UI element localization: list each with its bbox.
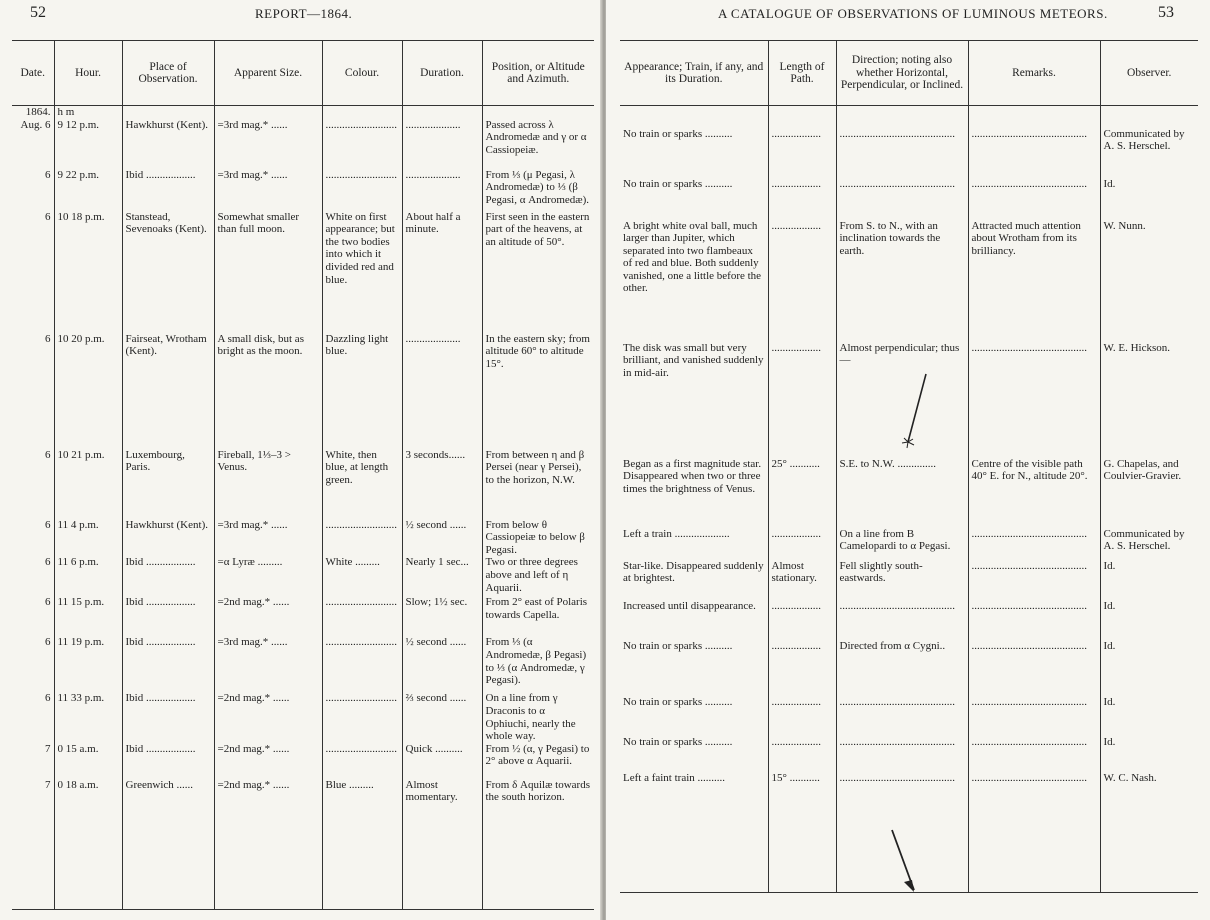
col-position-header: Position, or Altitude and Azimuth. bbox=[482, 41, 594, 106]
hour-cell: 11 15 p.m. bbox=[54, 596, 122, 636]
table-row bbox=[620, 560, 1198, 600]
table-row bbox=[12, 636, 594, 692]
col-observer-header: Observer. bbox=[1100, 41, 1198, 106]
col-direction-header: Direction; noting also whether Horizontal, Perpendicular, or Inclined. bbox=[836, 41, 968, 106]
empty-cell bbox=[402, 106, 482, 119]
remarks-cell: .......................................... bbox=[968, 342, 1100, 458]
direction-cell: S.E. to N.W. .............. bbox=[836, 458, 968, 528]
filler-row bbox=[12, 869, 594, 909]
empty-cell bbox=[54, 869, 122, 909]
length-cell: .................. bbox=[768, 696, 836, 736]
hour-cell: 11 4 p.m. bbox=[54, 519, 122, 557]
right-meteor-table bbox=[620, 41, 1198, 892]
left-running-head: REPORT—1864. bbox=[255, 6, 353, 21]
remarks-cell: .......................................... bbox=[968, 772, 1100, 862]
remarks-cell: .......................................... bbox=[968, 696, 1100, 736]
colour-cell: .......................... bbox=[322, 169, 402, 211]
duration-cell: ⅔ second ...... bbox=[402, 692, 482, 742]
appearance-cell: No train or sparks .......... bbox=[620, 128, 768, 178]
colour-cell: White on first appearance; but the two bodies into which it divided red and blue. bbox=[322, 211, 402, 333]
direction-cell: .......................................... bbox=[836, 736, 968, 772]
col-length-header: Length of Path. bbox=[768, 41, 836, 106]
appearance-cell: Star-like. Disappeared suddenly at brightest. bbox=[620, 560, 768, 600]
observer-cell: Id. bbox=[1103, 639, 1116, 652]
hour-cell: 11 6 p.m. bbox=[54, 556, 122, 596]
observer-cell: W. E. Hickson. bbox=[1103, 341, 1171, 354]
appearance-cell: Increased until disappearance. bbox=[620, 600, 768, 640]
position-cell: Passed across λ Andromedæ and γ or α Cassiopeiæ. bbox=[485, 118, 587, 156]
appearance-cell: Left a train .................... bbox=[620, 528, 768, 560]
empty-cell bbox=[1100, 106, 1198, 128]
length-cell: .................. bbox=[768, 342, 836, 458]
empty-cell bbox=[122, 869, 214, 909]
size-cell: =3rd mag.* ...... bbox=[214, 169, 322, 211]
date-cell: 6 bbox=[12, 519, 54, 557]
position-cell: From below θ Cassiopeiæ to below β Pegasi. bbox=[485, 518, 585, 556]
appearance-cell: No train or sparks .......... bbox=[620, 640, 768, 696]
empty-cell bbox=[836, 106, 968, 128]
empty-cell bbox=[620, 862, 768, 892]
position-cell: From δ Aquilæ towards the south horizon. bbox=[485, 778, 590, 804]
empty-cell bbox=[322, 869, 402, 909]
direction-cell: .......................................... bbox=[836, 696, 968, 736]
hour-cell: 11 33 p.m. bbox=[54, 692, 122, 742]
empty-cell bbox=[768, 106, 836, 128]
place-cell: Greenwich ...... bbox=[122, 779, 214, 869]
direction-cell: .......................................... bbox=[836, 178, 968, 220]
length-cell: .................. bbox=[768, 736, 836, 772]
size-cell: =3rd mag.* ...... bbox=[214, 519, 322, 557]
length-cell: .................. bbox=[768, 220, 836, 342]
left-table-frame bbox=[12, 40, 594, 910]
place-cell: Hawkhurst (Kent). bbox=[122, 119, 214, 169]
col-duration-header: Duration. bbox=[402, 41, 482, 106]
empty-cell bbox=[482, 869, 594, 909]
place-cell: Hawkhurst (Kent). bbox=[122, 519, 214, 557]
colour-cell: .......................... bbox=[322, 692, 402, 742]
duration-cell: Slow; 1½ sec. bbox=[402, 596, 482, 636]
col-date-header: Date. bbox=[12, 41, 54, 106]
date-cell: 6 bbox=[12, 333, 54, 449]
size-cell: Fireball, 1⅓–3 > Venus. bbox=[214, 449, 322, 519]
duration-cell: ½ second ...... bbox=[402, 519, 482, 557]
place-cell: Ibid .................. bbox=[122, 743, 214, 779]
table-row bbox=[620, 220, 1198, 342]
observer-cell: Communicated by A. S. Herschel. bbox=[1103, 527, 1185, 553]
col-size-header: Apparent Size. bbox=[214, 41, 322, 106]
empty-cell bbox=[322, 106, 402, 119]
duration-cell: Nearly 1 sec... bbox=[402, 556, 482, 596]
length-cell: .................. bbox=[768, 528, 836, 560]
table-row bbox=[12, 779, 594, 869]
remarks-cell: .......................................... bbox=[968, 528, 1100, 560]
table-row bbox=[620, 128, 1198, 178]
date-cell: 6 bbox=[12, 692, 54, 742]
remarks-cell: .......................................... bbox=[968, 178, 1100, 220]
hour-cell: 0 18 a.m. bbox=[54, 779, 122, 869]
table-row bbox=[620, 696, 1198, 736]
table-row bbox=[12, 211, 594, 333]
length-cell: Almost stationary. bbox=[768, 560, 836, 600]
table-row bbox=[12, 556, 594, 596]
place-cell: Ibid .................. bbox=[122, 692, 214, 742]
empty-cell bbox=[768, 862, 836, 892]
duration-cell: .................... bbox=[402, 119, 482, 169]
top-spacer-row bbox=[620, 106, 1198, 128]
size-cell: =2nd mag.* ...... bbox=[214, 692, 322, 742]
table-row bbox=[12, 519, 594, 557]
table-row bbox=[12, 449, 594, 519]
hour-cell: 0 15 a.m. bbox=[54, 743, 122, 779]
empty-cell bbox=[214, 106, 322, 119]
size-cell: =2nd mag.* ...... bbox=[214, 779, 322, 869]
place-cell: Ibid .................. bbox=[122, 556, 214, 596]
hour-cell: 10 18 p.m. bbox=[54, 211, 122, 333]
observer-cell: G. Chapelas, and Coulvier-Gravier. bbox=[1103, 457, 1182, 483]
appearance-cell: Left a faint train .......... bbox=[620, 772, 768, 862]
direction-cell: From S. to N., with an inclination towards the earth. bbox=[836, 220, 968, 342]
size-cell: Somewhat smaller than full moon. bbox=[214, 211, 322, 333]
observer-cell: Id. bbox=[1103, 599, 1116, 612]
hour-cell: 9 12 p.m. bbox=[54, 119, 122, 169]
observer-cell: Id. bbox=[1103, 695, 1116, 708]
length-cell: .................. bbox=[768, 640, 836, 696]
remarks-cell: .......................................... bbox=[968, 736, 1100, 772]
observer-cell: W. Nunn. bbox=[1103, 219, 1146, 232]
remarks-cell: Centre of the visible path 40° E. for N., altitude 20°. bbox=[968, 458, 1100, 528]
place-cell: Ibid .................. bbox=[122, 636, 214, 692]
length-cell: .................. bbox=[768, 600, 836, 640]
col-place-header: Place of Observation. bbox=[122, 41, 214, 106]
direction-cell: .......................................... bbox=[836, 600, 968, 640]
hour-cell: 10 21 p.m. bbox=[54, 449, 122, 519]
empty-cell bbox=[620, 106, 768, 128]
empty-cell bbox=[122, 106, 214, 119]
position-cell: From ½ (α, γ Pegasi) to 2° above α Aquarii. bbox=[485, 742, 590, 768]
size-cell: A small disk, but as bright as the moon. bbox=[214, 333, 322, 449]
appearance-cell: A bright white oval ball, much larger than Jupiter, which separated into two flambeaux of red and blue. Both suddenly vanished, one a little before the other. bbox=[620, 220, 768, 342]
duration-cell: .................... bbox=[402, 169, 482, 211]
length-cell: 15° ........... bbox=[768, 772, 836, 862]
date-cell: 6 bbox=[12, 211, 54, 333]
length-cell: 25° ........... bbox=[768, 458, 836, 528]
position-cell: From ⅓ (α Andromedæ, β Pegasi) to ⅓ (α Andromedæ, γ Pegasi). bbox=[485, 636, 587, 687]
size-cell: =3rd mag.* ...... bbox=[214, 636, 322, 692]
size-cell: =3rd mag.* ...... bbox=[214, 119, 322, 169]
duration-cell: Quick .......... bbox=[402, 743, 482, 779]
table-row bbox=[620, 736, 1198, 772]
observer-cell: W. C. Nash. bbox=[1103, 771, 1157, 784]
appearance-cell: The disk was small but very brilliant, and vanished suddenly in mid-air. bbox=[620, 342, 768, 458]
empty-cell bbox=[214, 869, 322, 909]
empty-cell bbox=[1100, 862, 1198, 892]
table-row bbox=[620, 178, 1198, 220]
place-cell: Fairseat, Wrotham (Kent). bbox=[122, 333, 214, 449]
right-page bbox=[606, 0, 1210, 920]
position-cell: From between η and β Persei (near γ Persei), to the horizon, N.W. bbox=[485, 448, 585, 486]
position-cell: On a line from γ Draconis to α Ophiuchi, nearly the whole way. bbox=[485, 692, 576, 743]
date-cell: 6 bbox=[12, 449, 54, 519]
remarks-cell: Attracted much attention about Wrotham from its brilliancy. bbox=[968, 220, 1100, 342]
direction-cell: .......................................... bbox=[836, 772, 968, 862]
position-cell: First seen in the eastern part of the heavens, at an altitude of 50°. bbox=[485, 210, 590, 248]
size-cell: =2nd mag.* ...... bbox=[214, 743, 322, 779]
right-header-row bbox=[620, 41, 1198, 106]
table-row bbox=[12, 692, 594, 742]
right-running-head: A CATALOGUE OF OBSERVATIONS OF LUMINOUS METEORS. bbox=[718, 6, 1108, 21]
observer-cell: Id. bbox=[1103, 735, 1116, 748]
right-table-frame bbox=[620, 40, 1198, 893]
south-arrow-sketch bbox=[884, 826, 924, 898]
duration-cell: Almost momentary. bbox=[402, 779, 482, 869]
empty-cell bbox=[482, 106, 594, 119]
date-cell: 6 bbox=[12, 169, 54, 211]
appearance-cell: Began as a first magnitude star. Disappeared when two or three times the brightness of Venus. bbox=[620, 458, 768, 528]
date-cell: 6 bbox=[12, 596, 54, 636]
colour-cell: .......................... bbox=[322, 119, 402, 169]
hour-cell: 9 22 p.m. bbox=[54, 169, 122, 211]
remarks-cell: .......................................... bbox=[968, 128, 1100, 178]
date-cell: Aug. 6 bbox=[12, 119, 54, 169]
observer-cell: Communicated by A. S. Herschel. bbox=[1103, 127, 1185, 153]
observer-cell: Id. bbox=[1103, 177, 1116, 190]
place-cell: Ibid .................. bbox=[122, 169, 214, 211]
length-cell: .................. bbox=[768, 178, 836, 220]
direction-cell: Fell slightly south-eastwards. bbox=[836, 560, 968, 600]
col-appearance-header: Appearance; Train, if any, and its Duration. bbox=[620, 41, 768, 106]
duration-cell: ½ second ...... bbox=[402, 636, 482, 692]
colour-cell: .......................... bbox=[322, 636, 402, 692]
colour-cell: .......................... bbox=[322, 519, 402, 557]
position-cell: Two or three degrees above and left of η Aquarii. bbox=[485, 556, 578, 594]
place-cell: Stanstead, Sevenoaks (Kent). bbox=[122, 211, 214, 333]
duration-cell: About half a minute. bbox=[402, 211, 482, 333]
table-row bbox=[12, 169, 594, 211]
direction-cell: Directed from α Cygni.. bbox=[836, 640, 968, 696]
appearance-cell: No train or sparks .......... bbox=[620, 736, 768, 772]
observer-cell: Id. bbox=[1103, 559, 1116, 572]
col-remarks-header: Remarks. bbox=[968, 41, 1100, 106]
col-colour-header: Colour. bbox=[322, 41, 402, 106]
direction-cell: .......................................... bbox=[836, 128, 968, 178]
remarks-cell: .......................................... bbox=[968, 600, 1100, 640]
colour-cell: White ......... bbox=[322, 556, 402, 596]
date-cell: 6 bbox=[12, 636, 54, 692]
year-label: 1864. bbox=[12, 106, 54, 119]
empty-cell bbox=[402, 869, 482, 909]
col-hour-header: Hour. bbox=[54, 41, 122, 106]
right-table-body bbox=[620, 106, 1198, 892]
hour-cell: 11 19 p.m. bbox=[54, 636, 122, 692]
duration-cell: 3 seconds...... bbox=[402, 449, 482, 519]
length-cell: .................. bbox=[768, 128, 836, 178]
left-meteor-table bbox=[12, 41, 594, 909]
colour-cell: Blue ......... bbox=[322, 779, 402, 869]
table-row bbox=[12, 333, 594, 449]
table-row bbox=[12, 596, 594, 636]
colour-cell: Dazzling light blue. bbox=[322, 333, 402, 449]
table-row bbox=[620, 458, 1198, 528]
date-cell: 7 bbox=[12, 743, 54, 779]
empty-cell bbox=[12, 869, 54, 909]
left-header-row bbox=[12, 41, 594, 106]
direction-cell: Almost perpendicular; thus— bbox=[836, 342, 968, 458]
appearance-cell: No train or sparks .......... bbox=[620, 696, 768, 736]
remarks-cell: .......................................... bbox=[968, 640, 1100, 696]
hour-units-label: h m bbox=[54, 106, 122, 119]
position-cell: In the eastern sky; from altitude 60° to altitude 15°. bbox=[485, 332, 590, 370]
table-row bbox=[12, 119, 594, 169]
colour-cell: .......................... bbox=[322, 596, 402, 636]
table-row bbox=[12, 743, 594, 779]
perpendicular-arrow-sketch bbox=[896, 370, 936, 452]
table-row bbox=[620, 528, 1198, 560]
date-cell: 7 bbox=[12, 779, 54, 869]
table-row bbox=[620, 600, 1198, 640]
position-cell: From 2° east of Polaris towards Capella. bbox=[485, 596, 588, 621]
place-cell: Luxembourg, Paris. bbox=[122, 449, 214, 519]
table-row bbox=[620, 640, 1198, 696]
left-page-number: 52 bbox=[30, 4, 46, 21]
colour-cell: .......................... bbox=[322, 743, 402, 779]
year-row bbox=[12, 106, 594, 119]
colour-cell: White, then blue, at length green. bbox=[322, 449, 402, 519]
position-cell: From ⅓ (μ Pegasi, λ Andromedæ) to ⅓ (β Pegasi, α Andromedæ). bbox=[485, 168, 590, 206]
left-page bbox=[0, 0, 602, 920]
place-cell: Ibid .................. bbox=[122, 596, 214, 636]
right-page-number: 53 bbox=[1158, 4, 1174, 21]
duration-cell: .................... bbox=[402, 333, 482, 449]
remarks-cell: .......................................... bbox=[968, 560, 1100, 600]
empty-cell bbox=[968, 106, 1100, 128]
left-table-body bbox=[12, 106, 594, 909]
hour-cell: 10 20 p.m. bbox=[54, 333, 122, 449]
appearance-cell: No train or sparks .......... bbox=[620, 178, 768, 220]
date-cell: 6 bbox=[12, 556, 54, 596]
direction-cell: On a line from B Camelopardi to α Pegasi. bbox=[836, 528, 968, 560]
size-cell: =α Lyræ ......... bbox=[214, 556, 322, 596]
size-cell: =2nd mag.* ...... bbox=[214, 596, 322, 636]
empty-cell bbox=[968, 862, 1100, 892]
